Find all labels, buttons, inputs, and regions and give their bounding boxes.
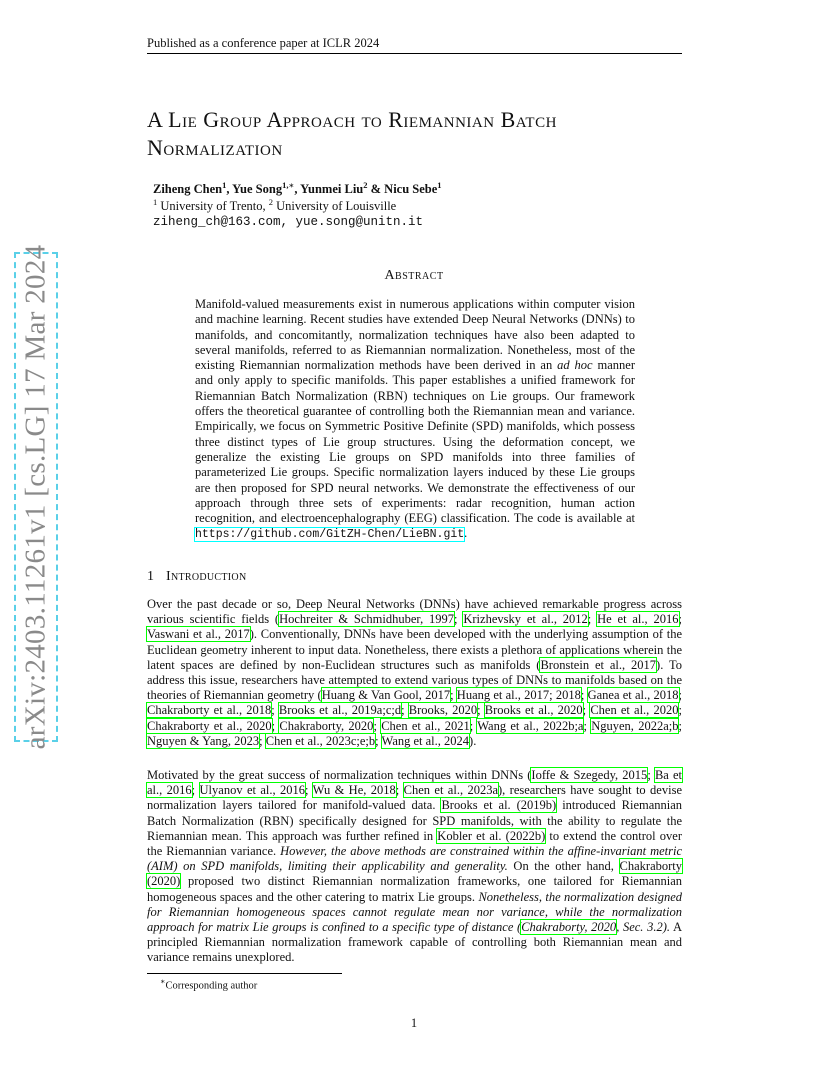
page-number: 1 <box>410 1016 418 1030</box>
author-affil-mark: 2 <box>363 179 368 190</box>
text: ). Conventionally, DNNs have been developed with the underlying assumption of the Euclidean geometry inherent to input data. Nonetheless, there exists a plethora of applications wherein the latent spaces are defined by non-Euclidean structures such as manifolds ( <box>147 627 682 672</box>
citation-link[interactable]: Wang et al., 2022b;a <box>477 718 584 733</box>
citation-link[interactable]: Brooks, 2020 <box>408 703 478 718</box>
citation-link[interactable]: Huang et al., 2017; 2018 <box>456 688 581 703</box>
citation-link[interactable]: Ioffe & Szegedy, 2015 <box>531 768 648 782</box>
footnote-text: Corresponding author <box>165 980 258 992</box>
affil-mark: 1 <box>153 196 158 207</box>
author-affil-mark: 1 <box>222 179 227 190</box>
citation-link[interactable]: Chen et al., 2021 <box>381 718 470 733</box>
author-affil-mark: 1,∗ <box>282 179 295 190</box>
citation-link[interactable]: Chen et al., 2020 <box>590 703 679 718</box>
citation-link[interactable]: Ulyanov et al., 2016 <box>199 783 305 798</box>
citation-link[interactable]: Chakraborty et al., 2018 <box>147 703 272 718</box>
citation-link[interactable]: Nguyen, 2022a;b <box>591 718 679 733</box>
citation-link[interactable]: Chakraborty et al., 2020 <box>147 718 272 733</box>
citation-link[interactable]: Huang & Van Gool, 2017 <box>321 688 451 703</box>
abstract-heading: Abstract <box>384 268 444 283</box>
italic-text: Nonetheless, the normalization designed for Riemannian homogeneous spaces cannot regulate mean nor variance, while the normalization approach for matrix Lie groups is confined to a specific type of distance ( <box>147 889 683 935</box>
citation-link[interactable]: Chakraborty, 2020 <box>279 718 374 733</box>
citation-link[interactable]: Chakraborty (2020) <box>147 859 682 889</box>
text: ). To address this issue, researchers have attempted to extend various types of DNNs to manifolds based on the theories of Riemannian geometry ( <box>147 657 682 703</box>
citation-link[interactable]: Kobler et al. (2022b) <box>437 828 546 843</box>
section-name: Introduction <box>166 569 247 584</box>
intro-paragraph-1: Over the past decade or so, Deep Neural Networks (DNNs) have achieved remarkable progress across various scientific fields (Hochreiter & Schmidhuber, 1997; Krizhevsky et al., 2012; He et al., 2016; Vaswani et al., 2017). Conventionally, DNNs have been developed with the underlying assumption of the Euclidean geometry inherent to input data. Nonetheless, there exists a plethora of applications wherein the latent spaces are defined by non-Euclidean structures such as manifolds (Bronstein et al., 2017). To address this issue, researchers have attempted to extend various types of DNNs to manifolds based on the theories of Riemannian geometry (Huang & Van Gool, 2017; Huang et al., 2017; 2018; Ganea et al., 2018; Chakraborty et al., 2018; Brooks et al., 2019a;c;d; Brooks, 2020; Brooks et al., 2020; Chen et al., 2020; Chakraborty et al., 2020; Chakraborty, 2020; Chen et al., 2021; Wang et al., 2022b;a; Nguyen, 2022a;b; Nguyen & Yang, 2023; Chen et al., 2023c;e;b; Wang et al., 2024). <box>147 597 682 748</box>
citation-link[interactable]: Ganea et al., 2018 <box>587 688 679 703</box>
citation-link[interactable]: Chakraborty, 2020 <box>521 920 617 935</box>
abstract-italic: ad hoc <box>557 358 593 373</box>
text: introduced Riemannian Batch Normalization (RBN) specifically designed for SPD manifolds, with the ability to regulate the Riemannian mean. This approach was further refined in <box>147 798 683 843</box>
affiliation: University of Louisville <box>276 199 397 213</box>
author-affil-mark: 1 <box>437 179 442 190</box>
affiliations <box>153 196 397 214</box>
title-line-1: A Lie Group Approach to Riemannian Batch <box>147 107 557 132</box>
author-name: Ziheng Chen <box>153 182 223 196</box>
text: proposed two distinct Riemannian normalization frameworks, one tailored for Riemannian homogeneous spaces and the other catering to matrix Lie groups. <box>147 874 683 904</box>
italic-text: However, the above methods are constrained within the affine-invariant metric (AIM) on SPD manifolds, limiting their applicability and generality. <box>147 844 682 874</box>
citation-link[interactable]: Vaswani et al., 2017 <box>147 627 250 642</box>
citation-link[interactable]: Krizhevsky et al., 2012 <box>463 612 588 627</box>
running-header: Published as a conference paper at ICLR 2024 <box>147 36 380 50</box>
citation-link[interactable]: Nguyen & Yang, 2023 <box>147 733 260 748</box>
citation-link[interactable]: Bronstein et al., 2017 <box>540 657 657 672</box>
author-list: Ziheng Chen$^1$, Yue Song$^{1,∗}$, Yunmei Liu$^2$ & Nicu Sebe$^1$ <box>153 179 442 196</box>
text: ). <box>469 733 477 748</box>
text: Over the past decade or so, Deep Neural Networks (DNNs) have achieved remarkable progress across various scientific fields ( <box>147 597 682 627</box>
header-rule <box>147 53 682 54</box>
intro-paragraph-2: Motivated by the great success of normalization techniques within DNNs (Ioffe & Szegedy, 2015; Ba et al., 2016; Ulyanov et al., 2016; Wu & He, 2018; Chen et al., 2023a), researchers have sought to devise normalization layers tailored for manifold-valued data. Brooks et al. (2019b) introduced Riemannian Batch Normalization (RBN) specifically designed for SPD manifolds, with the ability to regulate the Riemannian mean. This approach was further refined in Kobler et al. (2022b) to extend the control over the Riemannian variance. However, the above methods are constrained within the affine-invariant metric (AIM) on SPD manifolds, limiting their applicability and generality. On the other hand, Chakraborty (2020) proposed two distinct Riemannian normalization frameworks, one tailored for Riemannian homogeneous spaces and the other catering to matrix Lie groups. Nonetheless, the normalization designed for Riemannian homogeneous spaces cannot regulate mean nor variance, while the normalization approach for matrix Lie groups is confined to a specific type of distance (Chakraborty, 2020, Sec. 3.2). A principled Riemannian normalization framework capable of controlling both Riemannian mean and variance remains unexplored. <box>147 768 683 965</box>
text: On the other hand, <box>513 859 614 874</box>
arxiv-stamp[interactable]: arXiv:2403.11261v1 [cs.LG] 17 Mar 2024 <box>19 244 52 750</box>
text: ), researchers have sought to devise normalization layers tailored for manifold-valued data. <box>147 783 682 813</box>
citation-link[interactable]: Chen et al., 2023a <box>403 783 498 798</box>
author-emails[interactable]: ziheng_ch@163.com, yue.song@unitn.it <box>153 215 424 229</box>
affil-mark: 2 <box>268 196 273 207</box>
section-number: 1 <box>147 569 154 584</box>
citation-link[interactable]: Brooks et al. (2019b) <box>441 798 557 813</box>
affiliation: University of Trento, <box>160 199 266 213</box>
footnote <box>160 977 257 992</box>
citation-link[interactable]: Wu & He, 2018 <box>312 783 396 798</box>
abstract-text: Manifold-valued measurements exist in numerous applications within computer vision and machine learning. Recent studies have extended Deep Neural Networks (DNNs) to manifolds, and concomitantly, normalization techniques have also been adapted to several manifolds, referred to as Riemannian normalization. Nonetheless, most of the existing Riemannian normalization methods have been derived in an <box>195 297 635 373</box>
author-name: Yunmei Liu <box>300 182 364 196</box>
citation-link[interactable]: Brooks et al., 2019a;c;d <box>278 703 402 718</box>
text: A principled Riemannian normalization framework capable of controlling both Riemannian mean and variance remains unexplored. <box>147 920 682 965</box>
citation-link[interactable]: Brooks et al., 2020 <box>484 703 583 718</box>
code-link[interactable]: https://github.com/GitZH-Chen/LieBN.git <box>195 528 465 542</box>
citation-link[interactable]: Ba et al., 2016 <box>147 768 682 798</box>
citation-link[interactable]: Hochreiter & Schmidhuber, 1997 <box>279 612 455 627</box>
citation-link[interactable]: Wang et al., 2024 <box>381 733 470 748</box>
section-heading <box>147 569 246 585</box>
italic-text: , Sec. 3.2). <box>616 920 670 935</box>
footnote-mark: ∗ <box>160 977 166 986</box>
title-line-2: Normalization <box>147 135 283 160</box>
citation-link[interactable]: Chen et al., 2023c;e;b <box>265 733 376 748</box>
text: to extend the control over the Riemannian variance. <box>147 828 683 859</box>
author-name: Yue Song <box>232 182 283 196</box>
abstract-text: manner and only apply to specific manifolds. This paper establishes a unified framework for Riemannian Batch Normalization (RBN) techniques on Lie groups. Our framework offers the theoretical guarantee of controlling both the Riemannian mean and variance. Empirically, we focus on Symmetric Positive Definite (SPD) manifolds, which possess three distinct types of Lie group structures. Using the deformation concept, we generalize the existing Lie groups on SPD manifolds into three families of parameterized Lie groups. Specific normalization layers induced by these Lie groups are then proposed for SPD neural networks. We demonstrate the effectiveness of our approach through three sets of experiments: radar recognition, human action recognition, and electroencephalography (EEG) classification. The code is available at <box>195 358 636 526</box>
author-name: & Nicu Sebe <box>370 182 438 196</box>
footnote-rule <box>147 973 342 974</box>
text: Motivated by the great success of normalization techniques within DNNs ( <box>147 768 532 782</box>
paper-title <box>147 106 707 162</box>
citation-link[interactable]: He et al., 2016 <box>597 612 679 627</box>
abstract-body: Manifold-valued measurements exist in numerous applications within computer vision and machine learning. Recent studies have extended Deep Neural Networks (DNNs) to manifolds, and concomitantly, normalization techniques have also been adapted to several manifolds, referred to as Riemannian normalization. Nonetheless, most of the existing Riemannian normalization methods have been derived in an ad hoc manner and only apply to specific manifolds. This paper establishes a unified framework for Riemannian Batch Normalization (RBN) techniques on Lie groups. Our framework offers the theoretical guarantee of controlling both the Riemannian mean and variance. Empirically, we focus on Symmetric Positive Definite (SPD) manifolds, which possess three distinct types of Lie group structures. Using the deformation concept, we generalize the existing Lie groups on SPD manifolds into three families of parameterized Lie groups. Specific normalization layers induced by these Lie groups are then proposed for SPD neural networks. We demonstrate the effectiveness of our approach through three sets of experiments: radar recognition, human action recognition, and electroencephalography (EEG) classification. The code is available at https://github.com/GitZH-Chen/LieBN.git. <box>195 297 636 542</box>
